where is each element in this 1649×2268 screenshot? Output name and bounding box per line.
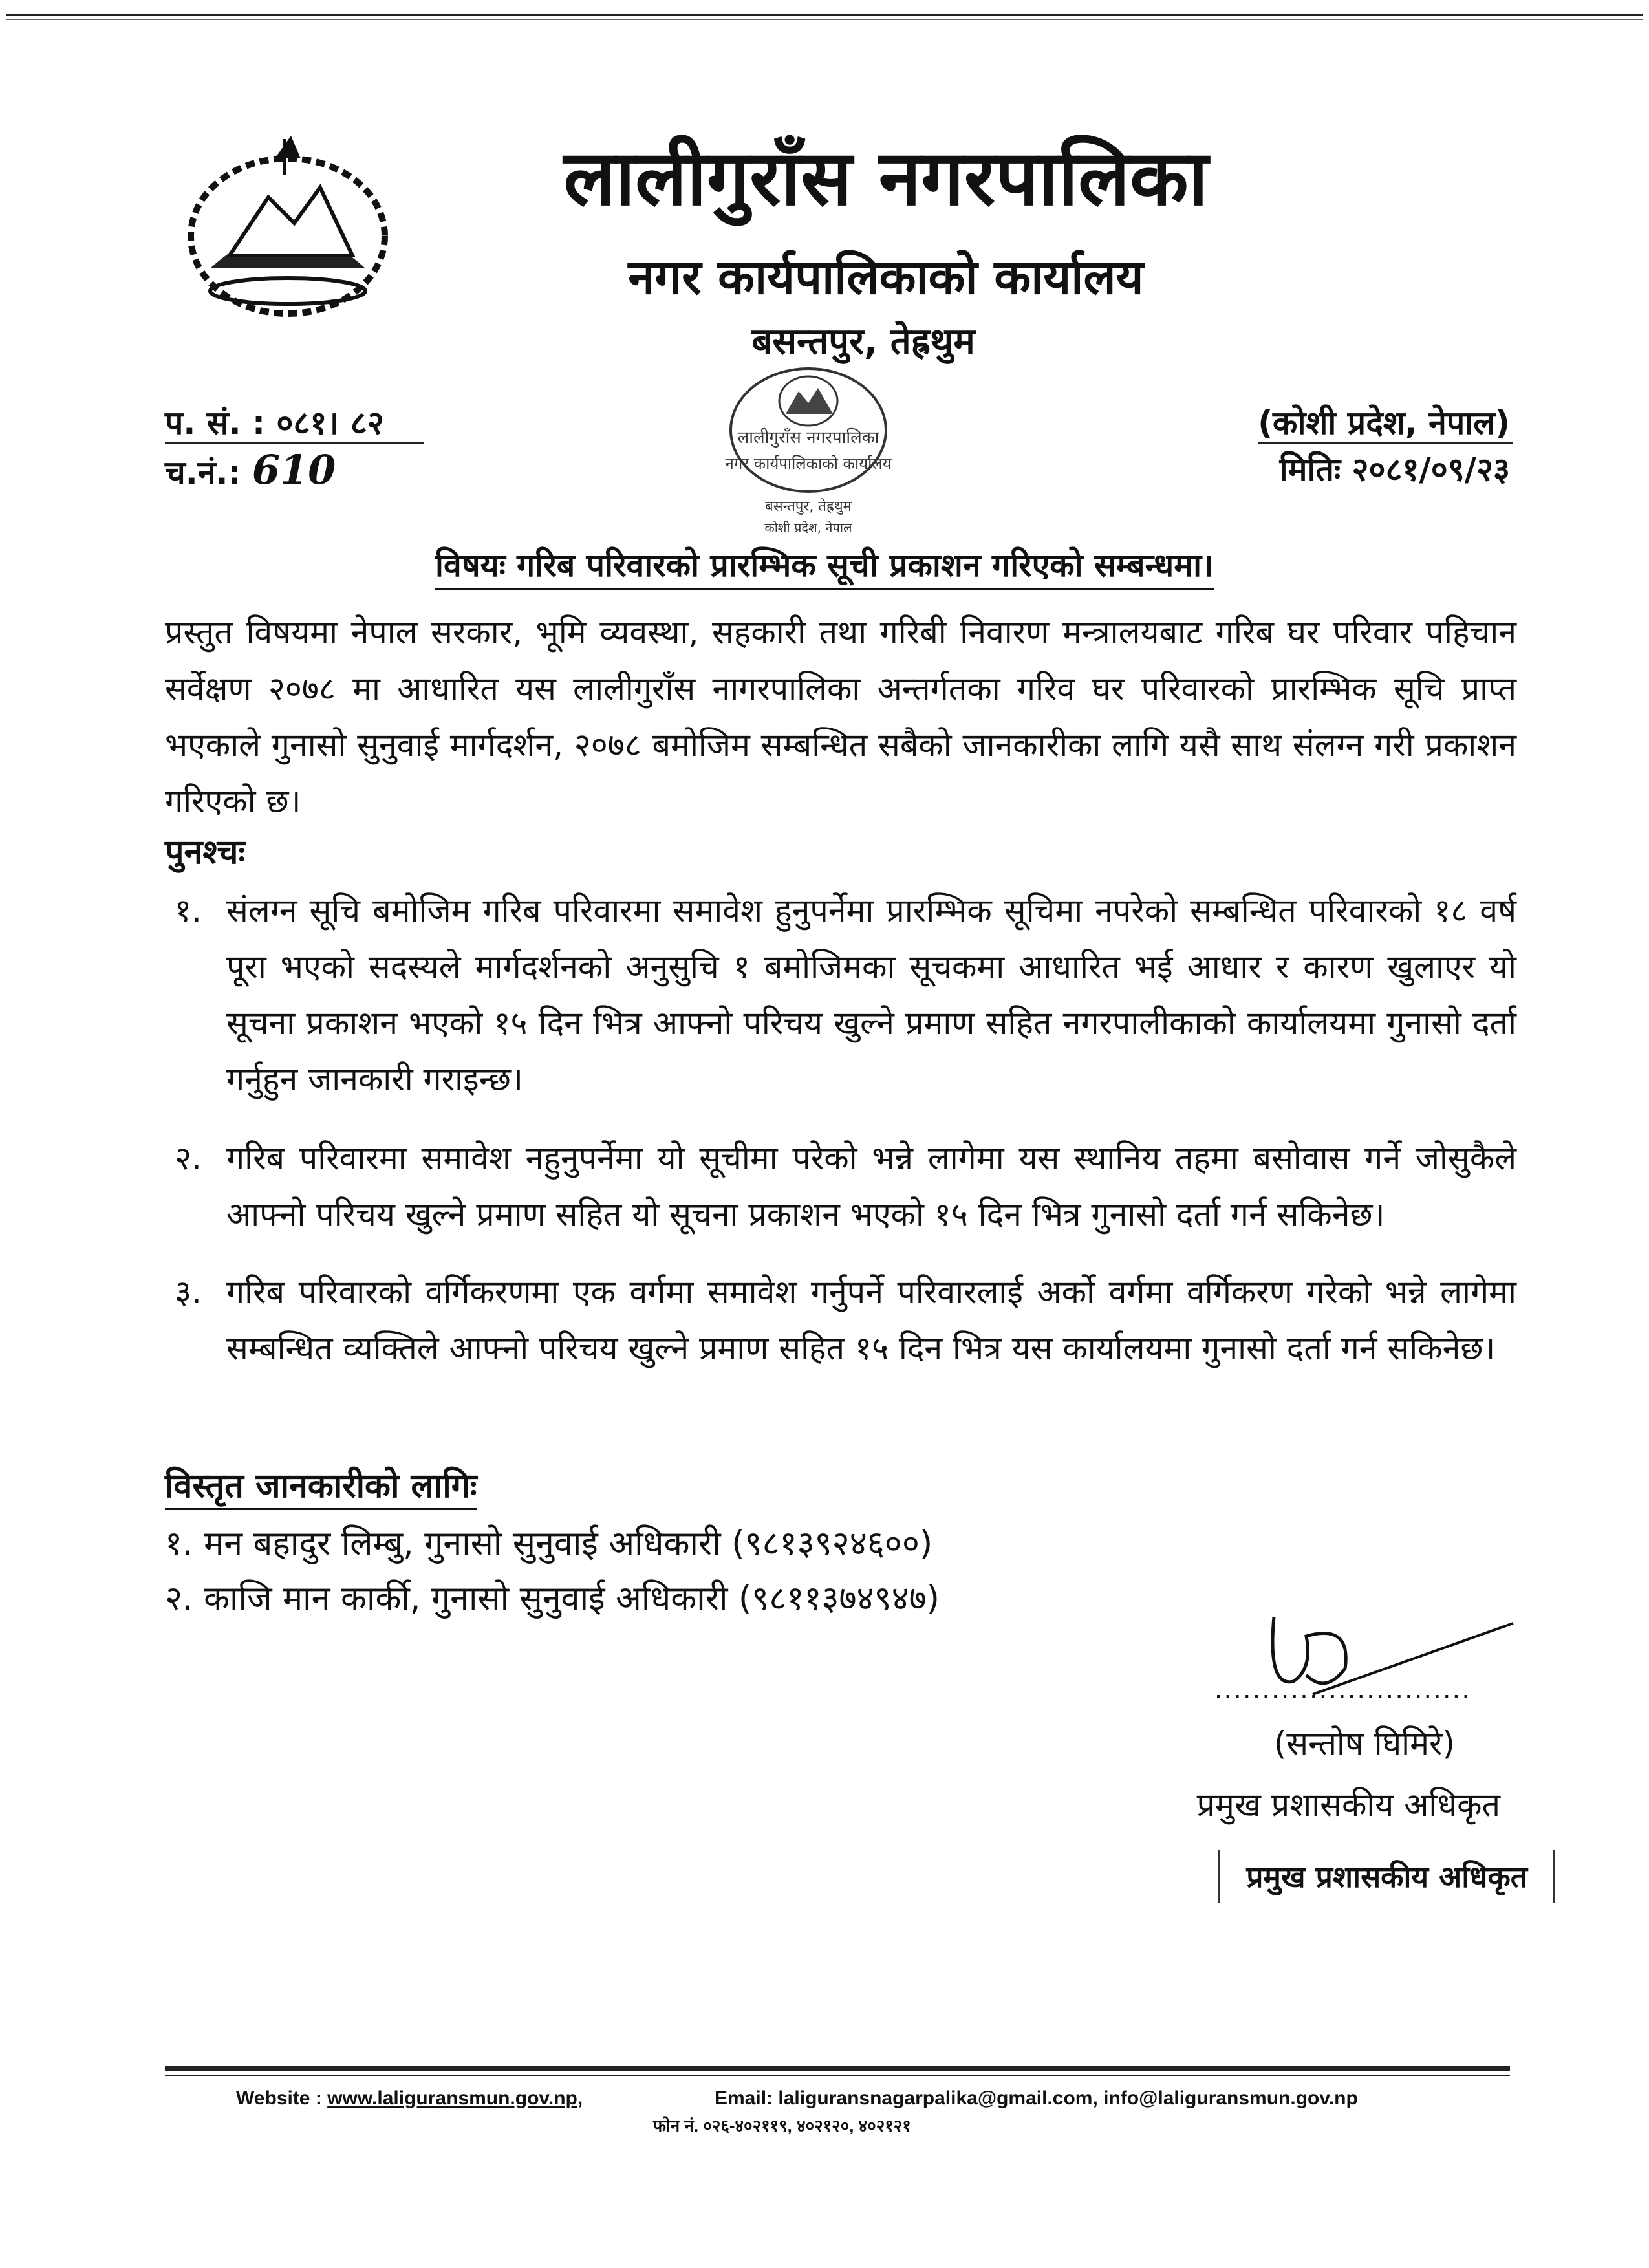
item-text: गरिब परिवारको वर्गिकरणमा एक वर्गमा समावेश गर्नुपर्ने परिवारलाई अर्को वर्गमा वर्गिकरण गरेको भन्ने लागेमा सम्बन्धित व्यक्तिले आफ्नो परिचय खुल्ने प्रमाण सहित १५ दिन भित्र यस कार्यालयमा गुनासो दर्ता गर्न सकिनेछ। xyxy=(226,1273,1516,1367)
item-number: २. xyxy=(175,1139,202,1177)
stamp-line-2: नगर कार्यपालिकाको कार्यालय xyxy=(725,455,892,473)
footer-phone: फोन नं. ०२६-४०२११९, ४०२१२०, ४०२१२१ xyxy=(653,2116,911,2135)
office-address: बसन्तपुर, तेह्रथुम xyxy=(751,321,975,363)
email-label: Email: xyxy=(715,2088,773,2109)
letter-number-label: प. सं. : xyxy=(165,404,265,442)
intro-paragraph: प्रस्तुत विषयमा नेपाल सरकार, भूमि व्यवस्था, सहकारी तथा गरिबी निवारण मन्त्रालयबाट गरिब घर परिवार पहिचान सर्वेक्षण २०७८ मा आधारित यस लालीगुराँस नागरपालिका अन्तर्गतका गरिव घर परिवारको प्रारम्भिक सूचि प्राप्त भएकाले गुनासो सुनुवाई मार्गदर्शन, २०७८ बमोजिम सम्बन्धित सबैको जानकारीका लागि यसै साथ संलग्न गरी प्रकाशन गरिएको छ। xyxy=(165,614,1516,820)
top-rule xyxy=(6,14,1643,16)
contact-1: १. मन बहादुर लिम्बु, गुनासो सुनुवाई अधिकारी (९८१३९२४६००) xyxy=(165,1524,933,1563)
top-rule-2 xyxy=(6,19,1643,20)
dispatch-number-label: च.नं.: xyxy=(165,454,241,491)
signatory-name: (सन्तोष घिमिरे) xyxy=(1273,1725,1455,1762)
letter-number-value: ०८१। ८२ xyxy=(276,404,384,442)
postscript-label: पुनश्चः xyxy=(165,833,246,872)
website-label: Website : xyxy=(236,2088,322,2109)
footer-rule-thick xyxy=(165,2066,1510,2071)
postscript-item-3 xyxy=(175,1264,1516,1377)
item-text: संलग्न सूचि बमोजिम गरिब परिवारमा समावेश हुनुपर्नेमा प्रारम्भिक सूचिमा नपरेको सम्बन्धित परिवारको १८ वर्ष पूरा भएको सदस्यले मार्गदर्शनको अनुसुचि १ बमोजिमका सूचकमा आधारित भई आधार र कारण खुलाएर यो सूचना प्रकाशन भएको १५ दिन भित्र आफ्नो परिचय खुल्ने प्रमाण सहित नगरपालीकाको कार्यालयमा गुनासो दर्ता गर्नुहुन जानकारी गराइन्छ। xyxy=(226,892,1516,1098)
letter-number xyxy=(165,400,384,444)
office-name: नगर कार्यपालिकाको कार्यालय xyxy=(628,250,1144,305)
item-text: गरिब परिवारमा समावेश नहुनुपर्नेमा यो सूचीमा परेको भन्ने लागेमा यस स्थानिय तहमा बसोवास गर्ने जोसुकैले आफ्नो परिचय खुल्ने प्रमाण सहित यो सूचना प्रकाशन भएको १५ दिन भित्र गुनासो दर्ता गर्न सकिनेछ। xyxy=(226,1139,1516,1233)
postscript-item-1 xyxy=(175,883,1516,1108)
footer-website xyxy=(236,2088,583,2110)
contact-2: २. काजि मान कार्की, गुनासो सुनुवाई अधिकारी (९८११३७४९४७) xyxy=(165,1579,940,1618)
item-number: १. xyxy=(175,892,202,929)
stamp-line-3: बसन्तपुर, तेह्रथुम xyxy=(765,499,852,515)
office-stamp xyxy=(685,352,931,559)
stamp-line-1: लालीगुराँस नगरपालिका xyxy=(737,428,879,448)
province-underline xyxy=(1258,442,1513,444)
subject-text: विषयः गरिब परिवारको प्रारम्भिक सूची प्रकाशन गरिएको सम्बन्धमा। xyxy=(435,546,1214,590)
postscript-item-2 xyxy=(175,1130,1516,1243)
stamp-line-4: कोशी प्रदेश, नेपाल xyxy=(764,520,852,535)
item-number: ३. xyxy=(175,1273,202,1311)
dispatch-number xyxy=(165,446,336,493)
letter-number-underline xyxy=(165,442,424,444)
signatory-designation: प्रमुख प्रशासकीय अधिकृत xyxy=(1196,1786,1500,1824)
province: (कोशी प्रदेश, नेपाल) xyxy=(1258,404,1510,442)
website-link[interactable]: www.laliguransmun.gov.np, xyxy=(327,2088,583,2109)
municipality-name: लालीगुराँस नगरपालिका xyxy=(563,133,1209,222)
letter-date xyxy=(1280,446,1510,490)
contacts-label-text: विस्तृत जानकारीको लागिः xyxy=(165,1467,477,1510)
footer-email xyxy=(715,2088,1358,2110)
designation-seal-text: प्रमुख प्रशासकीय अधिकृत xyxy=(1246,1859,1527,1894)
footer-rule-thin xyxy=(165,2075,1510,2076)
email-link[interactable]: laliguransnagarpalika@gmail.com, info@laliguransmun.gov.np xyxy=(778,2088,1358,2109)
dispatch-number-value: 610 xyxy=(252,446,336,493)
subject-line xyxy=(0,542,1649,586)
contacts-label xyxy=(165,1462,477,1507)
signature-dots: ........................... xyxy=(1214,1675,1471,1705)
date-label: मितिः xyxy=(1279,451,1341,488)
date-value: २०८१/०९/२३ xyxy=(1352,451,1510,488)
designation-seal xyxy=(1218,1850,1555,1903)
